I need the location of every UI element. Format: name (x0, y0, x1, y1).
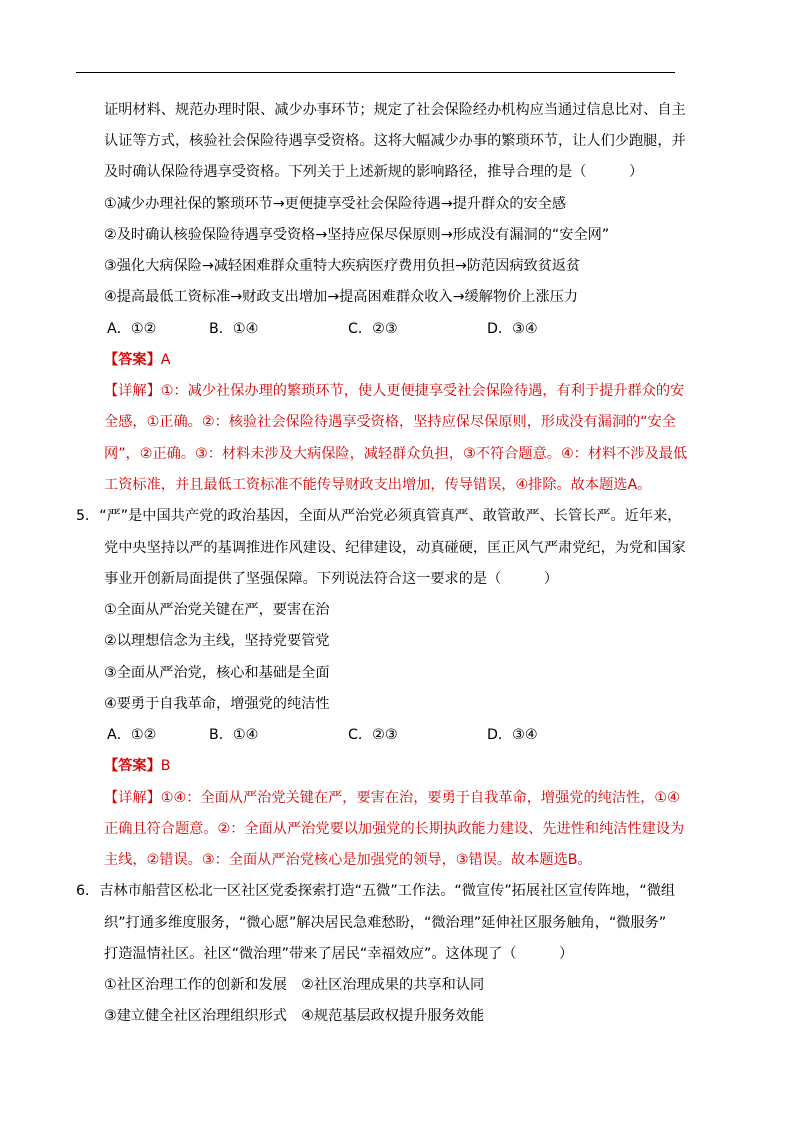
explanation-line: 网”，②正确。③：材料未涉及大病保险，减轻群众负担，③不符合题意。④：材料不涉及最低 (104, 446, 688, 462)
statement-item: ②及时确认核验保险待遇享受资格→坚持应保尽保原则→形成没有漏洞的“安全网” (104, 227, 610, 243)
option-c: C．②③ (348, 727, 398, 743)
option-b: B．①④ (209, 321, 259, 337)
statement-item: ②以理想信念为主线，坚持党要管党 (104, 633, 330, 649)
question-text-line: 6．吉林市船营区松北一区社区党委探索打造“五微”工作法。“微宣传”拓展社区宣传阵地，“微组 (76, 883, 676, 899)
option-d: D．③④ (487, 321, 538, 337)
question-text-line: 5．“严”是中国共产党的政治基因，全面从严治党必须真管真严、敢管敢严、长管长严。近年来， (76, 508, 682, 524)
answer-line (104, 756, 171, 776)
statement-item: ①社区治理工作的创新和发展 ②社区治理成果的共享和认同 (104, 977, 485, 993)
statement-item: ④提高最低工资标准→财政支出增加→提高困难群众收入→缓解物价上涨压力 (104, 289, 579, 305)
question-text-line: 事业开创新局面提供了坚强保障。下列说法符合这一要求的是（ ） (104, 571, 559, 587)
explanation-line: 【详解】①④：全面从严治党关键在严，要害在治，要勇于自我革命，增强党的纯洁性，①④ (104, 790, 680, 806)
answer-value: A (160, 352, 171, 368)
explanation-line: 主线，②错误。③：全面从严治党核心是加强党的领导，③错误。故本题选B。 (104, 852, 592, 868)
question-text-line: 打造温情社区。社区“微治理”带来了居民“幸福效应”。这体现了（ ） (104, 946, 574, 962)
question-text-line: 及时确认保险待遇享受资格。下列关于上述新规的影响路径，推导合理的是（ ） (104, 164, 644, 180)
option-d: D．③④ (487, 727, 538, 743)
statement-item: ③建立健全社区治理组织形式 ④规范基层政权提升服务效能 (104, 1008, 485, 1024)
statement-item: ④要勇于自我革命，增强党的纯洁性 (104, 696, 330, 712)
option-c: C．②③ (348, 321, 398, 337)
statement-item: ③强化大病保险→减轻困难群众重特大疾病医疗费用负担→防范因病致贫返贫 (104, 258, 581, 274)
answer-value: B (160, 758, 171, 774)
explanation-line: 正确且符合题意。②：全面从严治党要以加强党的长期执政能力建设、先进性和纯洁性建设为 (104, 821, 685, 837)
answer-tag: 【答案】 (104, 758, 161, 774)
option-a: A．①② (107, 321, 157, 337)
statement-item: ③全面从严治党，核心和基础是全面 (104, 665, 330, 681)
explanation-line: 全感，①正确。②：核验社会保险待遇享受资格，坚持应保尽保原则，形成没有漏洞的“安全 (104, 414, 676, 430)
question-text-line: 织”打通多维度服务，“微心愿”解决居民急难愁盼，“微治理”延伸社区服务触角，“微服务” (104, 915, 667, 931)
header-rule (76, 72, 675, 73)
option-b: B．①④ (209, 727, 259, 743)
answer-line (104, 350, 170, 370)
statement-item: ①全面从严治党关键在严，要害在治 (104, 602, 330, 618)
answer-tag: 【答案】 (104, 352, 161, 368)
explanation-line: 工资标准，并且最低工资标准不能传导财政支出增加，传导错误，④排除。故本题选A。 (104, 477, 652, 493)
question-text-line: 认证等方式，核验社会保险待遇享受资格。这将大幅减少办事的繁琐环节，让人们少跑腿，并 (104, 133, 686, 149)
statement-item: ①减少办理社保的繁琐环节→更便捷享受社会保险待遇→提升群众的安全感 (104, 196, 567, 212)
option-a: A．①② (107, 727, 157, 743)
explanation-line: 【详解】①：减少社保办理的繁琐环节，使人更便捷享受社会保险待遇，有利于提升群众的安 (104, 383, 685, 399)
question-text-line: 证明材料、规范办理时限、减少办事环节；规定了社会保险经办机构应当通过信息比对、自主 (104, 102, 686, 118)
question-text-line: 党中央坚持以严的基调推进作风建设、纪律建设，动真碰硬，匡正风气严肃党纪，为党和国家 (104, 540, 686, 556)
